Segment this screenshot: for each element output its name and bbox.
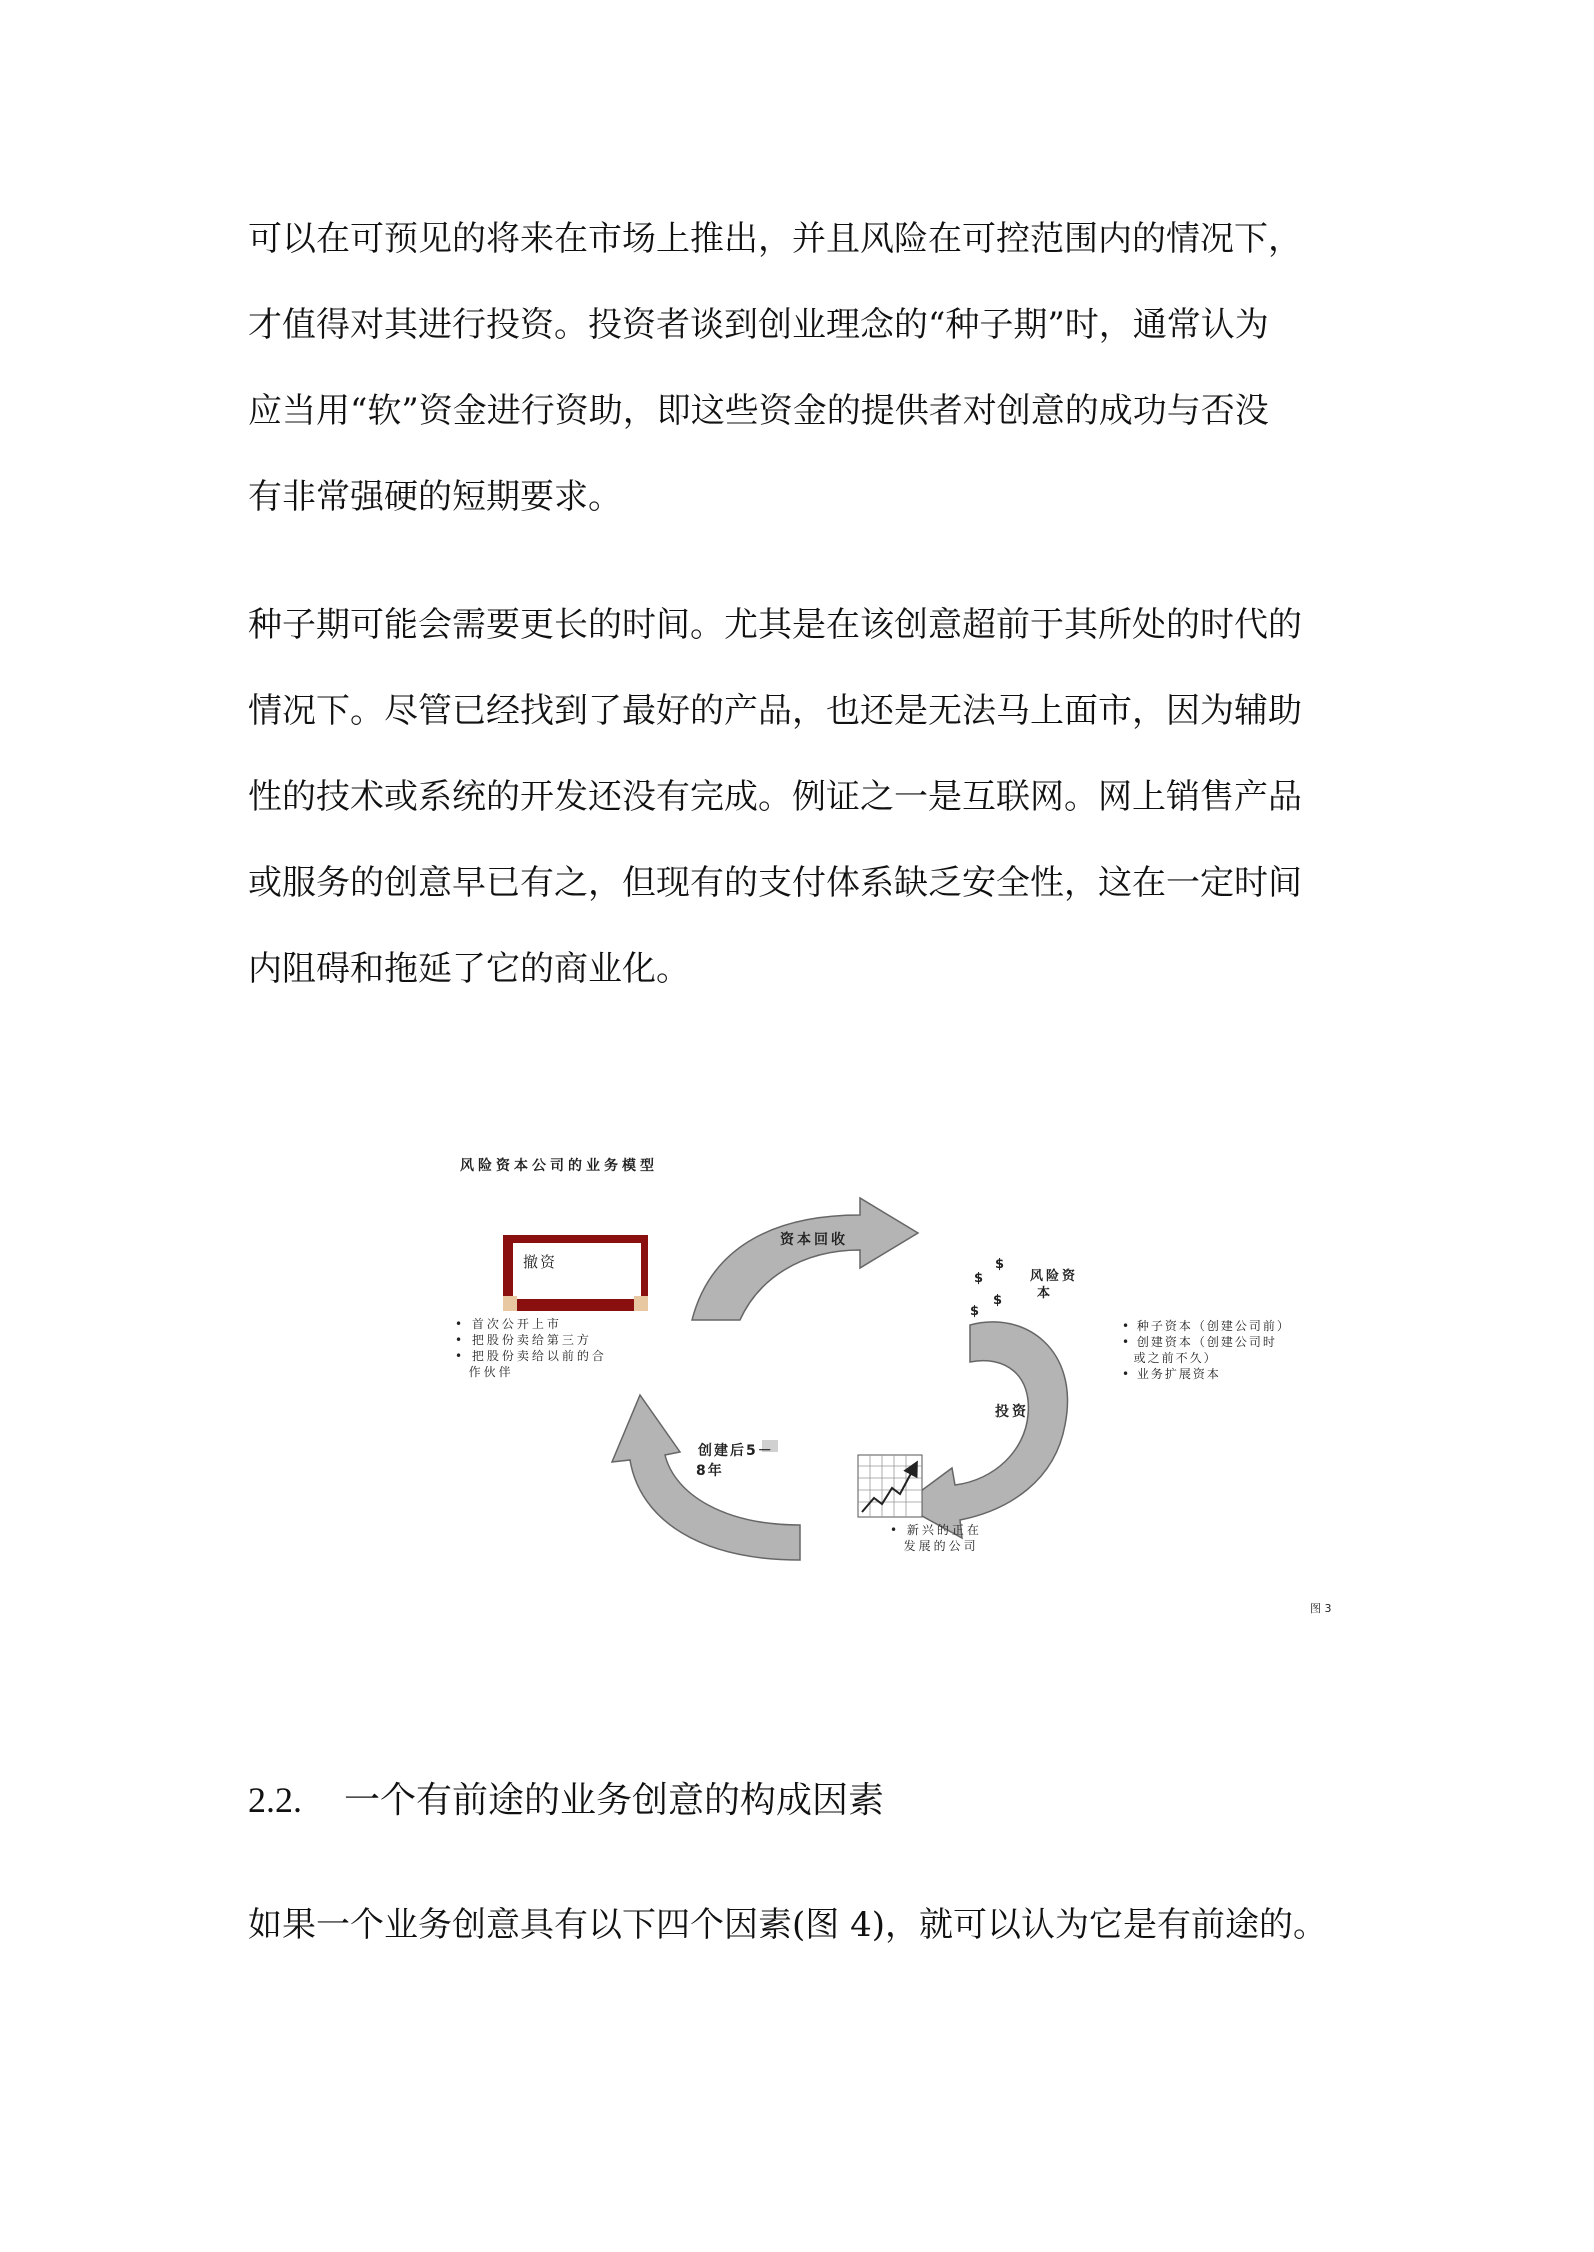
dollar-icon: $ bbox=[995, 1257, 1005, 1272]
dollar-icon: $ bbox=[993, 1293, 1003, 1308]
growth-chart-icon bbox=[858, 1455, 922, 1517]
company-list-item: • 新兴的正在 bbox=[890, 1523, 982, 1537]
vc-label-line2: 本 bbox=[1037, 1286, 1051, 1301]
section-number: 2.2. bbox=[248, 1780, 302, 1820]
vc-label-line1: 风险资 bbox=[1030, 1269, 1079, 1284]
paragraph-line: 如果一个业务创意具有以下四个因素(图 4)，就可以认为它是有前途的。 bbox=[248, 1905, 1327, 1945]
box-corner-decoration bbox=[634, 1296, 648, 1311]
section-heading bbox=[248, 1772, 884, 1823]
exit-list-item: 作伙伴 bbox=[455, 1365, 514, 1379]
exit-list-item: • 首次公开上市 bbox=[455, 1317, 562, 1331]
arrow-capital-recovery bbox=[692, 1198, 918, 1320]
paragraph-line: 有非常强硬的短期要求。 bbox=[248, 477, 622, 517]
company-list-item: 发展的公司 bbox=[890, 1539, 979, 1553]
vc-business-model-figure bbox=[440, 1140, 1360, 1640]
paragraph-line: 内阻碍和拖延了它的商业化。 bbox=[248, 949, 690, 989]
figure-title: 风险资本公司的业务模型 bbox=[460, 1158, 658, 1174]
paragraph-2 bbox=[248, 582, 1368, 1012]
divestment-box-inner bbox=[513, 1243, 641, 1299]
arrow-right-label: 投资 bbox=[995, 1404, 1029, 1420]
box-corner-decoration bbox=[503, 1296, 517, 1311]
dollar-icon: $ bbox=[970, 1304, 980, 1319]
capital-list-item: • 种子资本（创建公司前） bbox=[1122, 1319, 1291, 1333]
paragraph-1 bbox=[248, 196, 1368, 540]
paragraph-line: 种子期可能会需要更长的时间。尤其是在该创意超前于其所处的时代的 bbox=[248, 605, 1302, 645]
capital-list-item: 或之前不久） bbox=[1122, 1351, 1218, 1365]
figure-svg bbox=[440, 1140, 1360, 1640]
arrow-top-label: 资本回收 bbox=[780, 1232, 848, 1248]
arrow-left-label-line2: 8年 bbox=[696, 1463, 724, 1479]
capital-list-item: • 创建资本（创建公司时 bbox=[1122, 1335, 1277, 1349]
arrow-left-label-line1: 创建后5－ bbox=[698, 1443, 774, 1459]
paragraph-line: 情况下。尽管已经找到了最好的产品，也还是无法马上面市，因为辅助 bbox=[248, 691, 1302, 731]
paragraph-line: 或服务的创意早已有之，但现有的支付体系缺乏安全性，这在一定时间 bbox=[248, 863, 1302, 903]
paragraph-line: 性的技术或系统的开发还没有完成。例证之一是互联网。网上销售产品 bbox=[248, 777, 1302, 817]
exit-list-item: • 把股份卖给第三方 bbox=[455, 1333, 592, 1347]
dollar-icon: $ bbox=[974, 1271, 984, 1286]
divestment-label: 撤资 bbox=[523, 1253, 558, 1271]
exit-list-item: • 把股份卖给以前的合 bbox=[455, 1349, 607, 1363]
arrow-investment bbox=[902, 1322, 1068, 1538]
capital-list-item: • 业务扩展资本 bbox=[1122, 1367, 1221, 1381]
paragraph-3 bbox=[248, 1882, 1368, 1968]
section-title: 一个有前途的业务创意的构成因素 bbox=[344, 1780, 885, 1821]
paragraph-line: 才值得对其进行投资。投资者谈到创业理念的“种子期”时，通常认为 bbox=[248, 305, 1269, 345]
paragraph-line: 可以在可预见的将来在市场上推出，并且风险在可控范围内的情况下， bbox=[248, 219, 1302, 259]
paragraph-line: 应当用“软”资金进行资助，即这些资金的提供者对创意的成功与否没 bbox=[248, 391, 1269, 431]
figure-caption: 图 3 bbox=[1310, 1602, 1332, 1615]
